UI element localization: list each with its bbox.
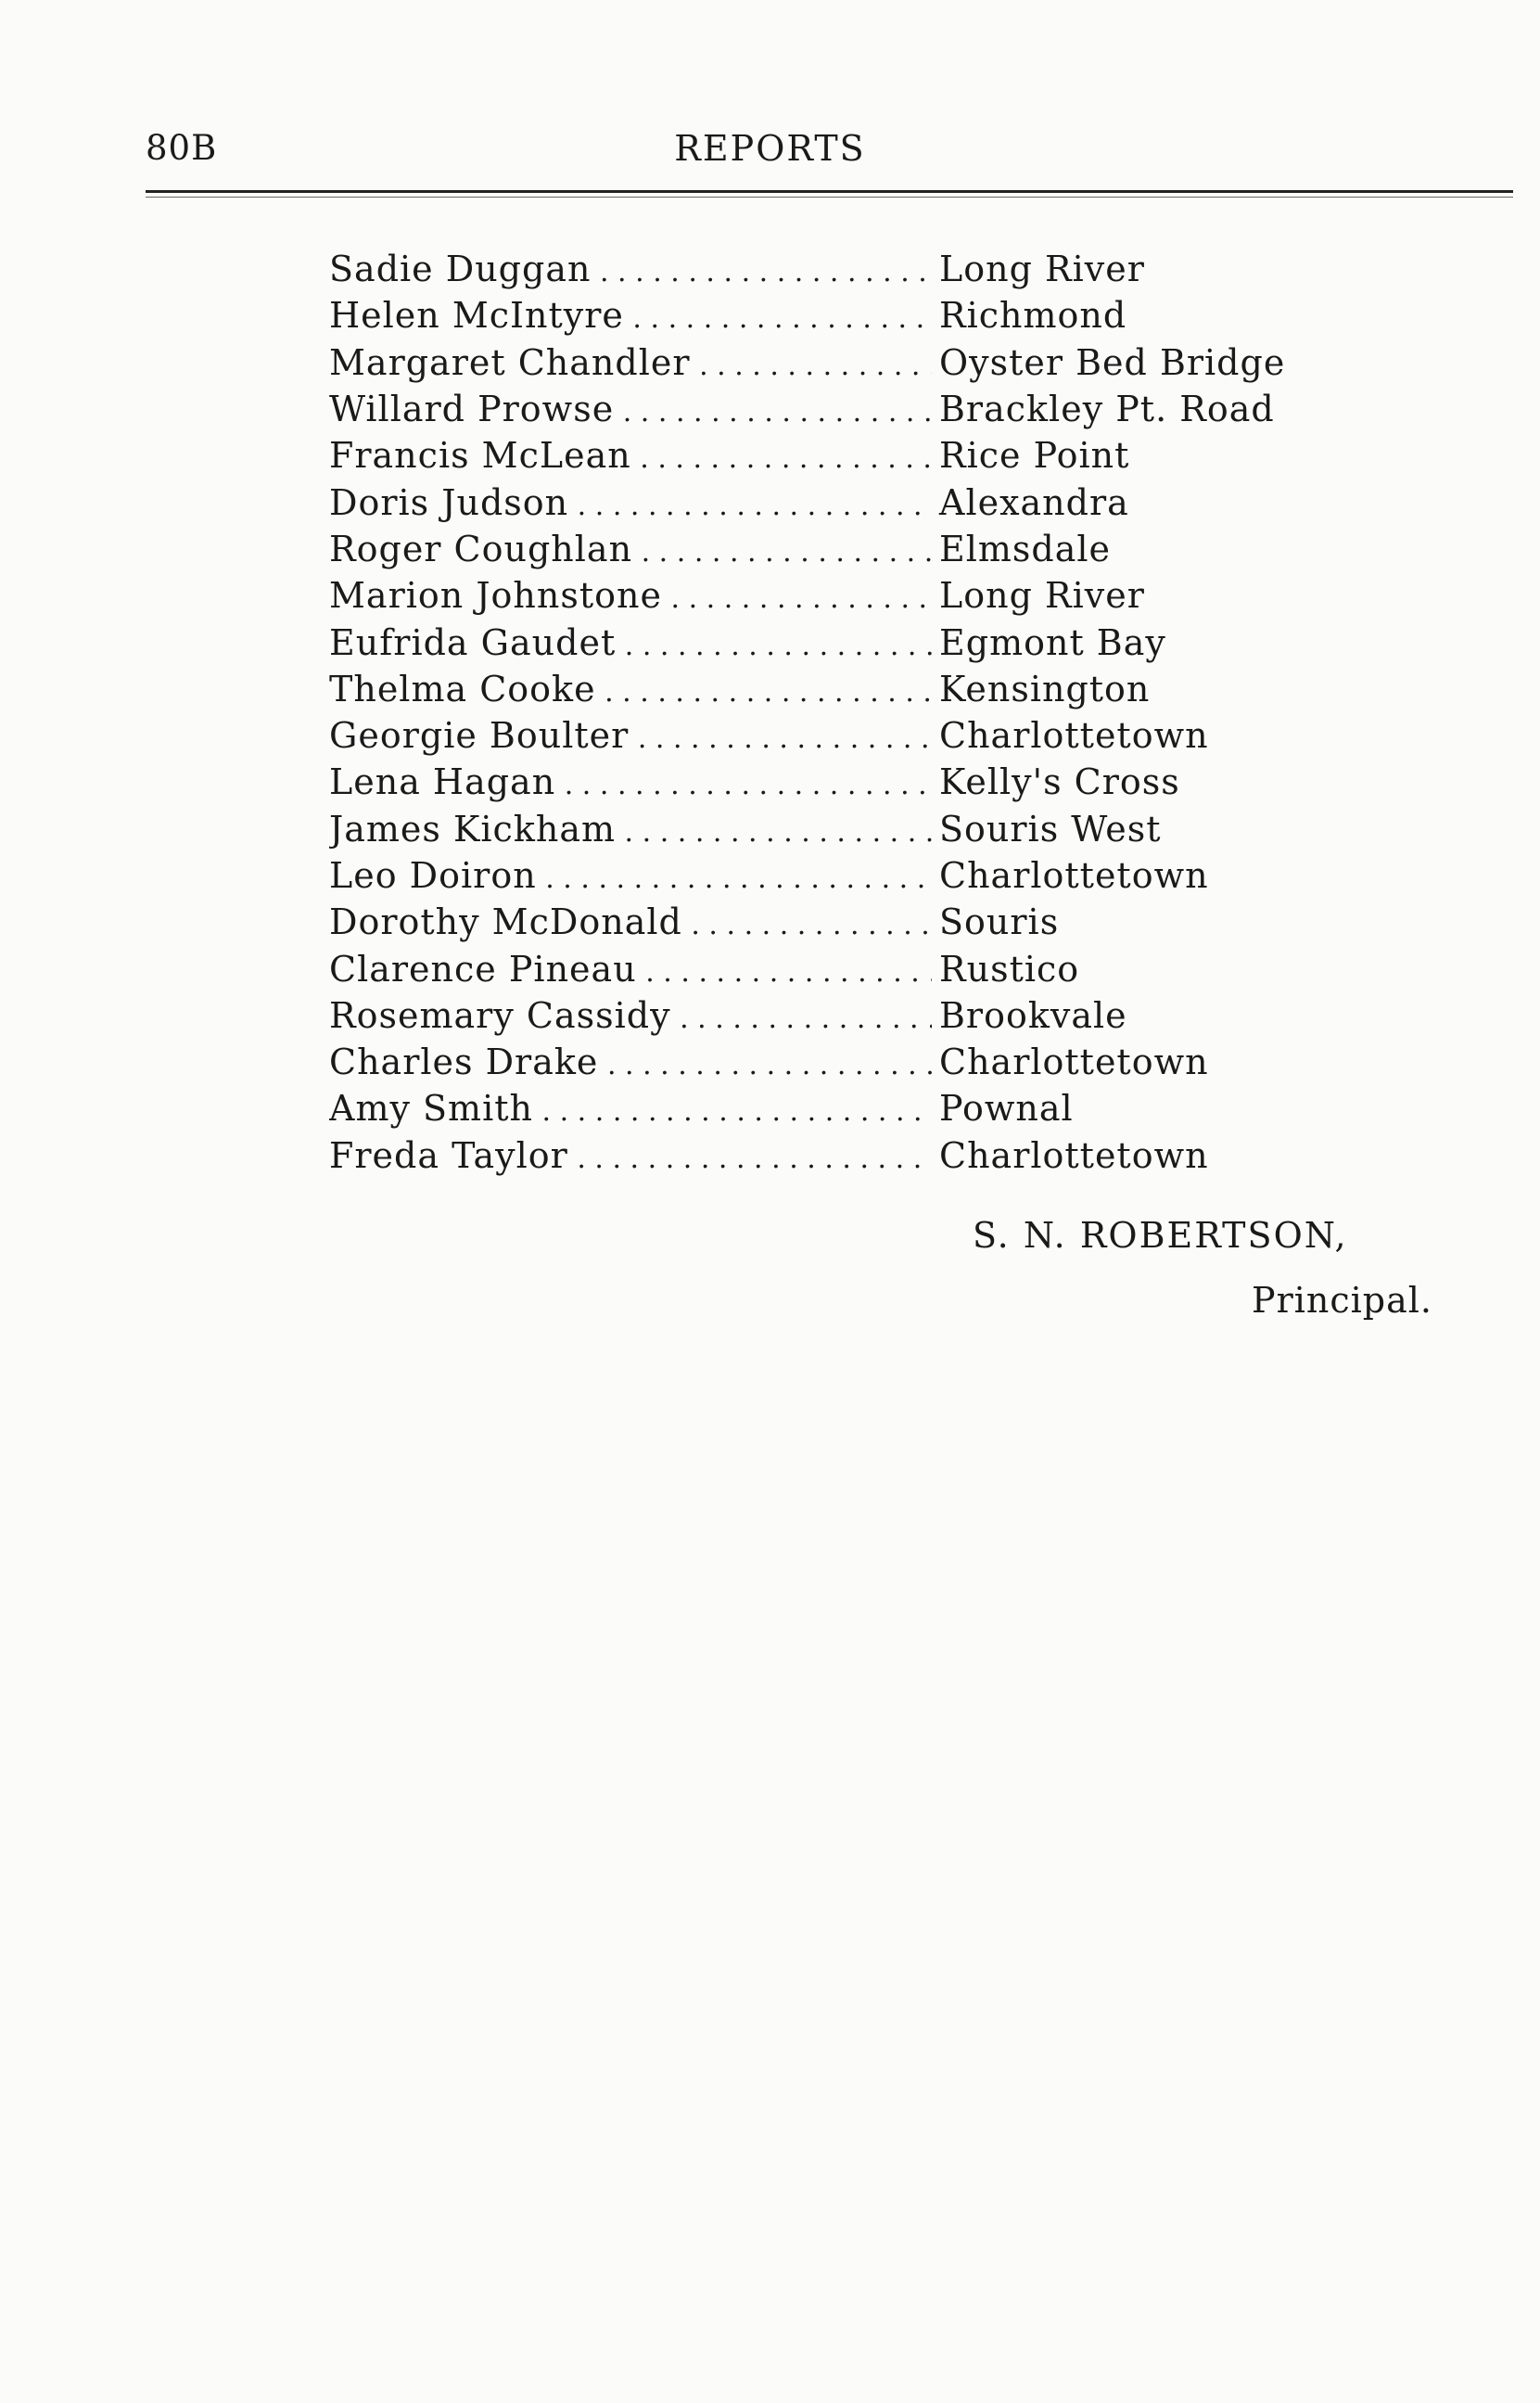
student-place: Charlottetown [939, 1042, 1209, 1083]
student-place: Long River [939, 249, 1145, 290]
student-place: Long River [939, 575, 1145, 617]
student-place: Kensington [939, 668, 1151, 709]
student-place: Souris West [939, 808, 1162, 850]
signature-name: S. N. ROBERTSON, [973, 1215, 1348, 1256]
list-item [329, 712, 1349, 759]
student-name: Freda Taylor . . . [329, 1135, 932, 1176]
student-list [329, 246, 1349, 1179]
list-item [329, 666, 1349, 712]
list-item [329, 572, 1349, 619]
list-item [329, 1132, 1349, 1179]
student-name: Doris Judson . . . [329, 482, 932, 523]
student-name: Georgie Boulter . . . [329, 715, 932, 756]
student-place: Brookvale [939, 994, 1127, 1036]
student-name: Roger Coughlan . . . [329, 529, 932, 569]
list-item [329, 852, 1349, 899]
student-name: Eufrida Gaudet . . . [329, 622, 932, 663]
list-item [329, 432, 1349, 479]
student-name: Amy Smith . . . [329, 1088, 932, 1129]
student-place: Kelly's Cross [939, 761, 1180, 803]
list-item [329, 479, 1349, 525]
student-name: Rosemary Cassidy . . . [329, 995, 932, 1036]
student-place: Souris [939, 901, 1060, 943]
student-name: James Kickham . . . [329, 809, 932, 850]
student-place: Rice Point [939, 435, 1130, 477]
header-rule [146, 190, 1513, 193]
student-name: Sadie Duggan . . . [329, 249, 932, 289]
signature-title: Principal. [1252, 1280, 1433, 1321]
list-item [329, 759, 1349, 805]
list-item [329, 386, 1349, 432]
student-name: Dorothy McDonald . . . [329, 901, 932, 942]
page-number: 80B [146, 128, 218, 168]
student-name: Helen McIntyre . . . [329, 295, 932, 336]
student-name: Thelma Cooke . . . [329, 669, 932, 709]
list-item [329, 945, 1349, 991]
student-place: Elmsdale [939, 528, 1112, 569]
student-place: Brackley Pt. Road [939, 389, 1275, 430]
running-head: REPORTS [674, 128, 866, 169]
student-place: Charlottetown [939, 715, 1209, 757]
student-place: Pownal [939, 1088, 1074, 1130]
student-name: Charles Drake . . . [329, 1042, 932, 1082]
student-name: Willard Prowse . . . [329, 389, 932, 429]
student-place: Charlottetown [939, 855, 1209, 896]
list-item [329, 526, 1349, 572]
student-name: Francis McLean . . . [329, 435, 932, 476]
list-item [329, 992, 1349, 1039]
list-item [329, 292, 1349, 339]
student-place: Charlottetown [939, 1134, 1209, 1176]
list-item [329, 806, 1349, 852]
student-place: Egmont Bay [939, 621, 1166, 663]
student-name: Marion Johnstone . . . [329, 575, 932, 616]
student-place: Oyster Bed Bridge [939, 341, 1286, 383]
student-name: Leo Doiron . . . [329, 855, 932, 896]
header-rule-thin [146, 197, 1513, 198]
student-name: Clarence Pineau . . . [329, 949, 932, 990]
student-place: Alexandra [939, 481, 1129, 523]
list-item [329, 1039, 1349, 1085]
list-item [329, 339, 1349, 386]
student-name: Lena Hagan . . . [329, 761, 932, 802]
list-item [329, 619, 1349, 665]
list-item [329, 899, 1349, 945]
student-place: Richmond [939, 295, 1127, 337]
list-item [329, 246, 1349, 292]
list-item [329, 1085, 1349, 1131]
student-name: Margaret Chandler . . . [329, 342, 932, 383]
student-place: Rustico [939, 948, 1080, 990]
